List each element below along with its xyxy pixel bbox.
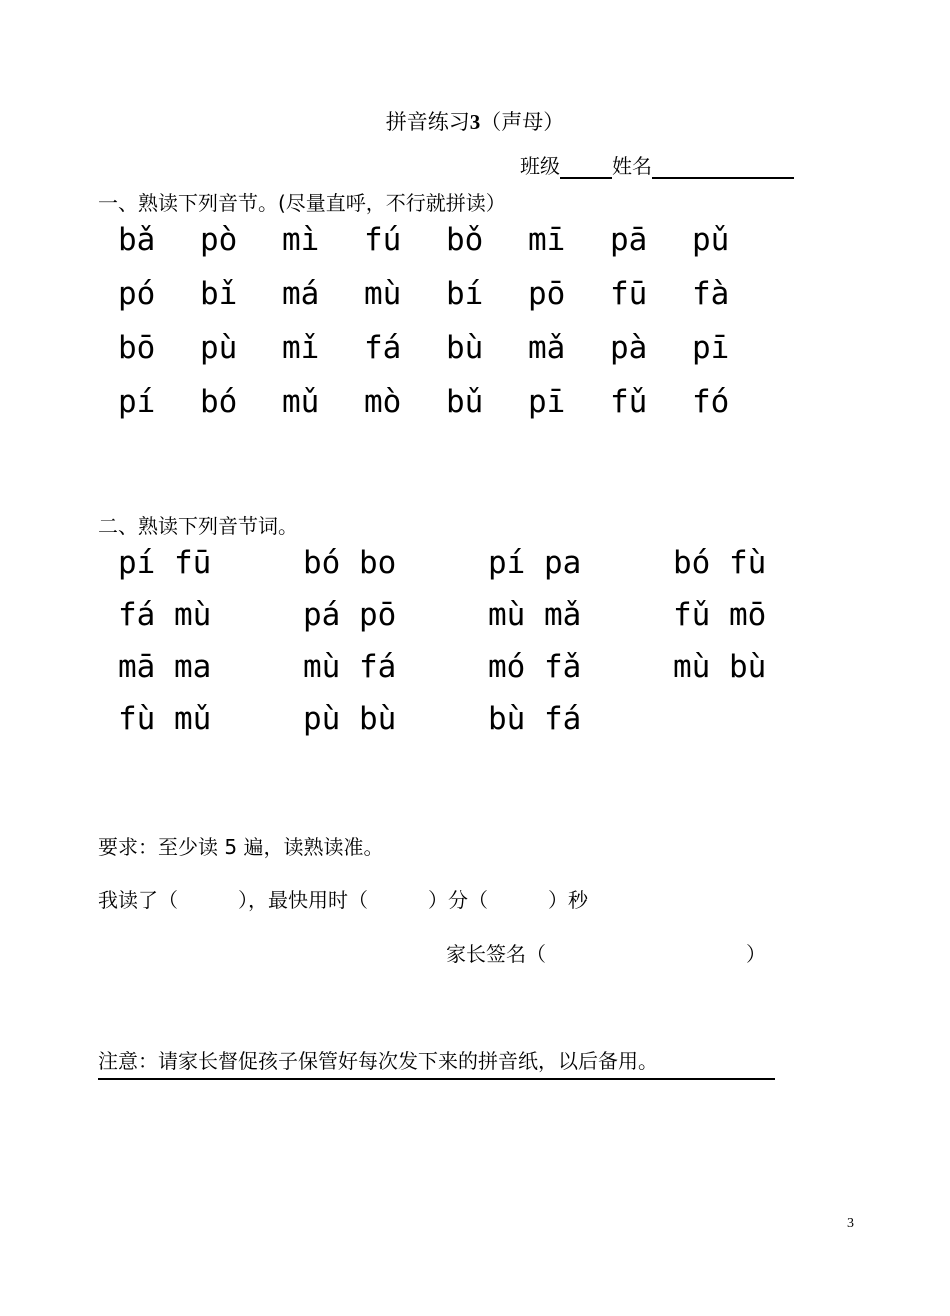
syllable: fú bbox=[364, 222, 402, 258]
syllable: bō bbox=[118, 330, 156, 366]
requirement-text: 要求：至少读 5 遍，读熟读准。 bbox=[98, 835, 384, 859]
syllable: pā bbox=[610, 222, 648, 258]
syllable: mǔ bbox=[282, 384, 320, 420]
syllable: má bbox=[282, 276, 320, 312]
syllable: mù bbox=[364, 276, 402, 312]
syllable: bó bbox=[200, 384, 238, 420]
syllable: fá bbox=[364, 330, 402, 366]
syllable: bǔ bbox=[446, 384, 484, 420]
title-prefix: 拼音练习 bbox=[385, 110, 470, 134]
syllable: fǔ bbox=[610, 384, 648, 420]
syllable: pù bbox=[200, 330, 238, 366]
syllable: mǎ bbox=[528, 330, 566, 366]
syllable-word: pù bù bbox=[303, 701, 397, 737]
class-name-line bbox=[520, 150, 794, 179]
syllable: bǒ bbox=[446, 222, 484, 258]
syllable-word: fǔ mō bbox=[673, 597, 767, 633]
name-blank[interactable] bbox=[652, 157, 794, 179]
section2-heading: 二、熟读下列音节词。 bbox=[98, 514, 298, 538]
syllable: pī bbox=[528, 384, 566, 420]
syllable: bù bbox=[446, 330, 484, 366]
word-grid bbox=[118, 545, 858, 737]
syllable: fà bbox=[692, 276, 730, 312]
page-number: 3 bbox=[847, 1216, 854, 1231]
syllable: mì bbox=[282, 222, 320, 258]
syllable: fū bbox=[610, 276, 648, 312]
syllable-word: mù bù bbox=[673, 649, 767, 685]
syllable-grid bbox=[118, 222, 774, 420]
class-blank[interactable] bbox=[560, 157, 612, 179]
syllable-word: bù fá bbox=[488, 701, 582, 737]
syllable: pí bbox=[118, 384, 156, 420]
syllable-word: bó fù bbox=[673, 545, 767, 581]
syllable: mò bbox=[364, 384, 402, 420]
section1-heading: 一、熟读下列音节。(尽量直呼，不行就拼读） bbox=[98, 191, 506, 215]
syllable: pī bbox=[692, 330, 730, 366]
page-title bbox=[0, 106, 950, 136]
class-label: 班级 bbox=[520, 154, 560, 178]
name-label: 姓名 bbox=[612, 154, 652, 178]
syllable-word: mù fá bbox=[303, 649, 397, 685]
syllable: pō bbox=[528, 276, 566, 312]
syllable: pó bbox=[118, 276, 156, 312]
syllable-word: fá mù bbox=[118, 597, 212, 633]
syllable-word: mù mǎ bbox=[488, 597, 582, 633]
title-number: 3 bbox=[469, 110, 481, 134]
syllable-word: pí fū bbox=[118, 545, 212, 581]
syllable: pǔ bbox=[692, 222, 730, 258]
syllable: bǎ bbox=[118, 222, 156, 258]
parent-note: 注意：请家长督促孩子保管好每次发下来的拼音纸，以后备用。 bbox=[98, 1045, 775, 1080]
parent-signature: 家长签名（ ） bbox=[446, 942, 766, 966]
syllable-word: mó fǎ bbox=[488, 649, 582, 685]
syllable: mī bbox=[528, 222, 566, 258]
syllable: pà bbox=[610, 330, 648, 366]
syllable: bí bbox=[446, 276, 484, 312]
syllable: bǐ bbox=[200, 276, 238, 312]
title-suffix: （声母） bbox=[480, 110, 565, 134]
syllable-word: pá pō bbox=[303, 597, 397, 633]
syllable-word: pí pa bbox=[488, 545, 582, 581]
syllable: mǐ bbox=[282, 330, 320, 366]
syllable-word: mā ma bbox=[118, 649, 212, 685]
syllable: pò bbox=[200, 222, 238, 258]
syllable-word: bó bo bbox=[303, 545, 397, 581]
reading-record: 我读了（ ），最快用时（ ）分（ ）秒 bbox=[98, 888, 588, 912]
syllable-word: fù mǔ bbox=[118, 701, 212, 737]
syllable: fó bbox=[692, 384, 730, 420]
